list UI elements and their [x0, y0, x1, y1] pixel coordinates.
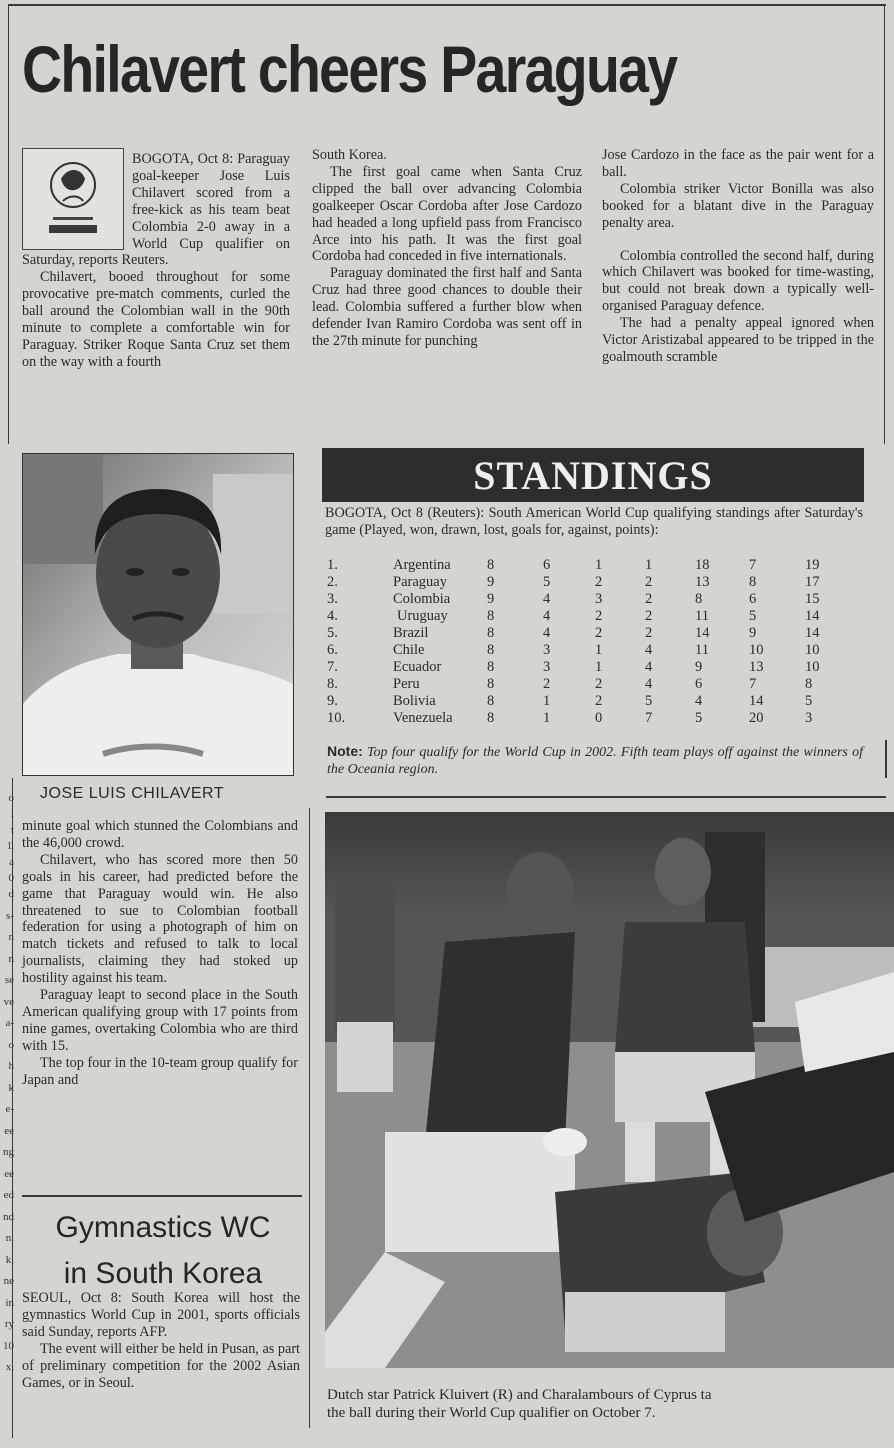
- edge-fragment: n: [8, 952, 14, 965]
- edge-fragment: ne: [3, 1275, 14, 1287]
- gymnastics-headline: [22, 1205, 304, 1297]
- standings-cell-f: 14: [695, 625, 710, 641]
- edge-fragment: ll: [7, 840, 14, 852]
- article-paragraph: Paraguay leapt to second place in the South American qualifying group with 17 points from nine games, overtaking Colombia who are third with 15.: [22, 987, 298, 1054]
- edge-fragment: o: [8, 792, 14, 804]
- standings-cell-a: 6: [749, 591, 757, 607]
- edge-fragment: k: [8, 1081, 14, 1094]
- col1-divider: [22, 1195, 302, 1197]
- standings-cell-p: 8: [487, 642, 495, 658]
- standings-cell-pts: 14: [805, 625, 820, 641]
- standings-cell-pos: 10.: [327, 710, 346, 726]
- edge-fragment: l: [10, 808, 14, 820]
- article-paragraph: The top four in the 10-team group qualify for Japan and: [22, 1054, 298, 1088]
- standings-cell-pos: 8.: [327, 676, 338, 692]
- photo1-caption: JOSE LUIS CHILAVERT: [40, 785, 225, 802]
- standings-cell-p: 8: [487, 676, 495, 692]
- standings-cell-pos: 6.: [327, 642, 338, 658]
- article-paragraph: BOGOTA, Oct 8: Paraguay goal-keeper Jose Luis Chilavert scored from a free-kick as his team beat Colombia 2-0 away in a World Cup qualifier on Saturday, reports Reuters.: [22, 151, 290, 269]
- edge-fragment: ee: [4, 1167, 14, 1180]
- standings-cell-w: 2: [543, 676, 551, 692]
- standings-cell-p: 8: [487, 710, 495, 726]
- standings-cell-f: 18: [695, 557, 710, 573]
- standings-row: [327, 676, 862, 693]
- standings-cell-team: Uruguay: [397, 608, 448, 624]
- football-photo: [325, 812, 894, 1368]
- standings-cell-f: 8: [695, 591, 703, 607]
- standings-cell-team: Argentina: [393, 557, 451, 573]
- edge-fragment: nd: [3, 1210, 14, 1223]
- standings-cell-pts: 5: [805, 693, 813, 709]
- standings-cell-p: 8: [487, 693, 495, 709]
- standings-cell-pos: 3.: [327, 591, 338, 607]
- standings-cell-a: 7: [749, 557, 757, 573]
- standings-cell-w: 1: [543, 710, 551, 726]
- standings-row: [327, 557, 862, 574]
- standings-cell-w: 5: [543, 574, 551, 590]
- note-text: Top four qualify for the World Cup in 2002. Fifth team plays off against the winners of the Oceania region.: [327, 745, 864, 777]
- standings-cell-team: Ecuador: [393, 659, 442, 675]
- standings-cell-w: 4: [543, 625, 551, 641]
- standings-cell-f: 11: [695, 642, 709, 658]
- standings-cell-w: 3: [543, 659, 551, 675]
- note-label: Note:: [327, 743, 363, 759]
- standings-cell-f: 11: [695, 608, 709, 624]
- standings-cell-l: 2: [645, 625, 653, 641]
- standings-cell-l: 1: [645, 557, 653, 573]
- edge-fragment: 0: [8, 872, 14, 884]
- standings-right-rule: [885, 740, 887, 778]
- standings-cell-a: 20: [749, 710, 764, 726]
- standings-cell-pos: 1.: [327, 557, 338, 573]
- article-paragraph: Paraguay dominated the first half and Santa Cruz had three good chances to double their lead. Colombia suffered a further blow when defender Ivan Ramiro Cordoba was sent off in the 27th minute for punching: [312, 265, 582, 349]
- standings-cell-f: 6: [695, 676, 703, 692]
- edge-fragment: d: [8, 888, 14, 900]
- standings-cell-d: 3: [595, 591, 603, 607]
- edge-fragment: ry: [4, 1318, 14, 1330]
- edge-fragment: se: [4, 974, 14, 986]
- edge-fragment: o: [8, 1038, 14, 1051]
- article-paragraph: South Korea.: [312, 147, 387, 163]
- standings-cell-p: 8: [487, 608, 495, 624]
- article-paragraph: SEOUL, Oct 8: South Korea will host the gymnastics World Cup in 2001, sports officials said Sunday, reports AFP.: [22, 1290, 300, 1340]
- standings-cell-d: 2: [595, 676, 603, 692]
- standings-cell-l: 4: [645, 676, 653, 692]
- standings-cell-a: 10: [749, 642, 764, 658]
- standings-cell-pts: 3: [805, 710, 813, 726]
- article-paragraph: Jose Cardozo in the face as the pair went for a ball.: [602, 147, 874, 180]
- gymnastics-headline-line2: in South Korea: [63, 1257, 263, 1290]
- standings-cell-a: 14: [749, 693, 764, 709]
- article-paragraph: The event will either be held in Pusan, as part of preliminary competition for the 2002 Asian Games, or in Seoul.: [22, 1340, 300, 1391]
- standings-cell-pts: 10: [805, 642, 820, 658]
- standings-cell-pts: 15: [805, 591, 820, 607]
- standings-cell-f: 13: [695, 574, 710, 590]
- edge-fragment: h: [8, 1060, 14, 1072]
- standings-row: [327, 574, 862, 591]
- photo2-caption-line1: Dutch star Patrick Kluivert (R) and Charalambours of Cyprus ta: [327, 1387, 712, 1403]
- article-paragraph: Colombia striker Victor Bonilla was also booked for a blatant dive in the Paraguay penalty area.: [602, 180, 874, 231]
- standings-cell-pos: 9.: [327, 693, 338, 709]
- standings-cell-p: 8: [487, 659, 495, 675]
- standings-table: [327, 557, 862, 727]
- standings-cell-l: 7: [645, 710, 653, 726]
- standings-cell-l: 2: [645, 608, 653, 624]
- standings-cell-w: 4: [543, 591, 551, 607]
- standings-cell-d: 1: [595, 557, 603, 573]
- standings-cell-w: 4: [543, 608, 551, 624]
- edge-fragment: t: [10, 824, 14, 836]
- standings-cell-p: 9: [487, 591, 495, 607]
- standings-bottom-rule: [326, 796, 886, 798]
- edge-fragment: s-: [6, 909, 14, 922]
- edge-fragment: n.: [5, 1232, 14, 1244]
- photo2-caption: [327, 1386, 894, 1422]
- edge-fragment: x,: [5, 1361, 14, 1373]
- edge-fragment: k,: [5, 1253, 14, 1266]
- standings-row: [327, 642, 862, 659]
- standings-cell-l: 2: [645, 574, 653, 590]
- standings-cell-team: Brazil: [393, 625, 429, 641]
- standings-cell-f: 5: [695, 710, 703, 726]
- gymnastics-body: [22, 1290, 300, 1391]
- standings-cell-pos: 7.: [327, 659, 338, 675]
- gymnastics-headline-line1: Gymnastics WC: [55, 1211, 271, 1244]
- standings-cell-a: 9: [749, 625, 757, 641]
- edge-fragment: ed: [3, 1189, 14, 1201]
- standings-cell-l: 4: [645, 659, 653, 675]
- chilavert-photo: [22, 453, 294, 776]
- standings-cell-f: 4: [695, 693, 703, 709]
- standings-cell-w: 3: [543, 642, 551, 658]
- top-rule: [8, 4, 886, 6]
- edge-fragment: ve: [3, 995, 14, 1008]
- standings-cell-pts: 10: [805, 659, 820, 675]
- edge-fragment: a-: [5, 1017, 14, 1029]
- standings-cell-p: 9: [487, 574, 495, 590]
- standings-cell-team: Bolivia: [393, 693, 436, 709]
- standings-cell-f: 9: [695, 659, 703, 675]
- neighbour-column-fragments: [0, 790, 14, 1381]
- article-paragraph: The had a penalty appeal ignored when Victor Aristizabal appeared to be tripped in the goalmouth scramble: [602, 315, 874, 365]
- standings-row: [327, 608, 862, 625]
- edge-fragment: e-: [5, 1103, 14, 1115]
- article-col2: [312, 147, 582, 350]
- standings-cell-w: 1: [543, 693, 551, 709]
- standings-cell-d: 0: [595, 710, 603, 726]
- standings-row: [327, 710, 862, 727]
- edge-fragment: 10: [3, 1339, 14, 1352]
- standings-cell-d: 2: [595, 625, 603, 641]
- standings-banner: STANDINGS: [322, 448, 864, 502]
- standings-cell-l: 2: [645, 591, 653, 607]
- standings-cell-pos: 4.: [327, 608, 338, 624]
- standings-note: [327, 743, 863, 778]
- standings-cell-a: 13: [749, 659, 764, 675]
- standings-cell-pts: 14: [805, 608, 820, 624]
- standings-cell-d: 1: [595, 659, 603, 675]
- standings-cell-team: Peru: [393, 676, 420, 692]
- edge-fragment: ng: [3, 1146, 14, 1158]
- left-border: [8, 4, 9, 444]
- article-col1-bottom: [22, 818, 298, 1089]
- standings-cell-d: 2: [595, 693, 603, 709]
- standings-cell-pts: 19: [805, 557, 820, 573]
- standings-cell-pos: 5.: [327, 625, 338, 641]
- article-paragraph: The first goal came when Santa Cruz clipped the ball over advancing Colombia goalkeeper Oscar Cordoba after Jose Cardozo had headed a long upfield pass from Francisco Arce into his path. It was the first goal Cordoba had conceded in five internationals.: [312, 163, 582, 265]
- standings-cell-a: 7: [749, 676, 757, 692]
- edge-fragment: in: [5, 1296, 14, 1309]
- edge-fragment: ee: [4, 1124, 14, 1137]
- article-col3: [602, 147, 874, 366]
- standings-cell-pos: 2.: [327, 574, 338, 590]
- standings-cell-d: 2: [595, 574, 603, 590]
- standings-row: [327, 659, 862, 676]
- standings-cell-a: 5: [749, 608, 757, 624]
- headline: Chilavert cheers Paraguay: [22, 32, 677, 106]
- standings-row: [327, 625, 862, 642]
- standings-cell-team: Colombia: [393, 591, 451, 607]
- standings-cell-l: 5: [645, 693, 653, 709]
- article-paragraph: Chilavert, booed throughout for some provocative pre-match comments, curled the ball around the Colombian wall in the 90th minute to complete a comfortable win for Paraguay. Striker Roque Santa Cruz set them on the way with a fourth: [22, 269, 290, 370]
- edge-fragment: a: [9, 856, 14, 868]
- article-paragraph: Colombia controlled the second half, during which Chilavert was booked for time-wasting, but could not break down a typically well-organised Paraguay defence.: [602, 247, 874, 315]
- standings-row: [327, 693, 862, 710]
- article-paragraph: Chilavert, who has scored more then 50 goals in his career, had predicted before the game that Paraguay would win. He also threatened to sue to Colombian football federation for using a photograph of him on match tickets and refused to talk to local journalists, claiming they had stoked up hostility against his team.: [22, 851, 298, 987]
- standings-cell-team: Chile: [393, 642, 425, 658]
- standings-cell-pts: 8: [805, 676, 813, 692]
- standings-cell-p: 8: [487, 557, 495, 573]
- standings-cell-d: 1: [595, 642, 603, 658]
- portrait-image: [23, 454, 293, 775]
- edge-fragment: n: [8, 931, 14, 943]
- photo2-caption-line2: the ball during their World Cup qualifier on October 7.: [327, 1405, 656, 1421]
- standings-cell-team: Venezuela: [393, 710, 453, 726]
- standings-cell-team: Paraguay: [393, 574, 447, 590]
- standings-cell-a: 8: [749, 574, 757, 590]
- article-paragraph: minute goal which stunned the Colombians and the 46,000 crowd.: [22, 818, 298, 851]
- standings-intro: BOGOTA, Oct 8 (Reuters): South American World Cup qualifying standings after Saturday's game (Played, won, drawn, lost, goals for, against, points):: [325, 505, 863, 538]
- standings-cell-p: 8: [487, 625, 495, 641]
- standings-row: [327, 591, 862, 608]
- standings-cell-d: 2: [595, 608, 603, 624]
- standings-cell-w: 6: [543, 557, 551, 573]
- standings-cell-pts: 17: [805, 574, 820, 590]
- article-col1-top: [22, 151, 290, 371]
- right-border: [884, 4, 885, 444]
- standings-cell-l: 4: [645, 642, 653, 658]
- col-separator: [309, 808, 310, 1428]
- football-match-image: [325, 812, 894, 1368]
